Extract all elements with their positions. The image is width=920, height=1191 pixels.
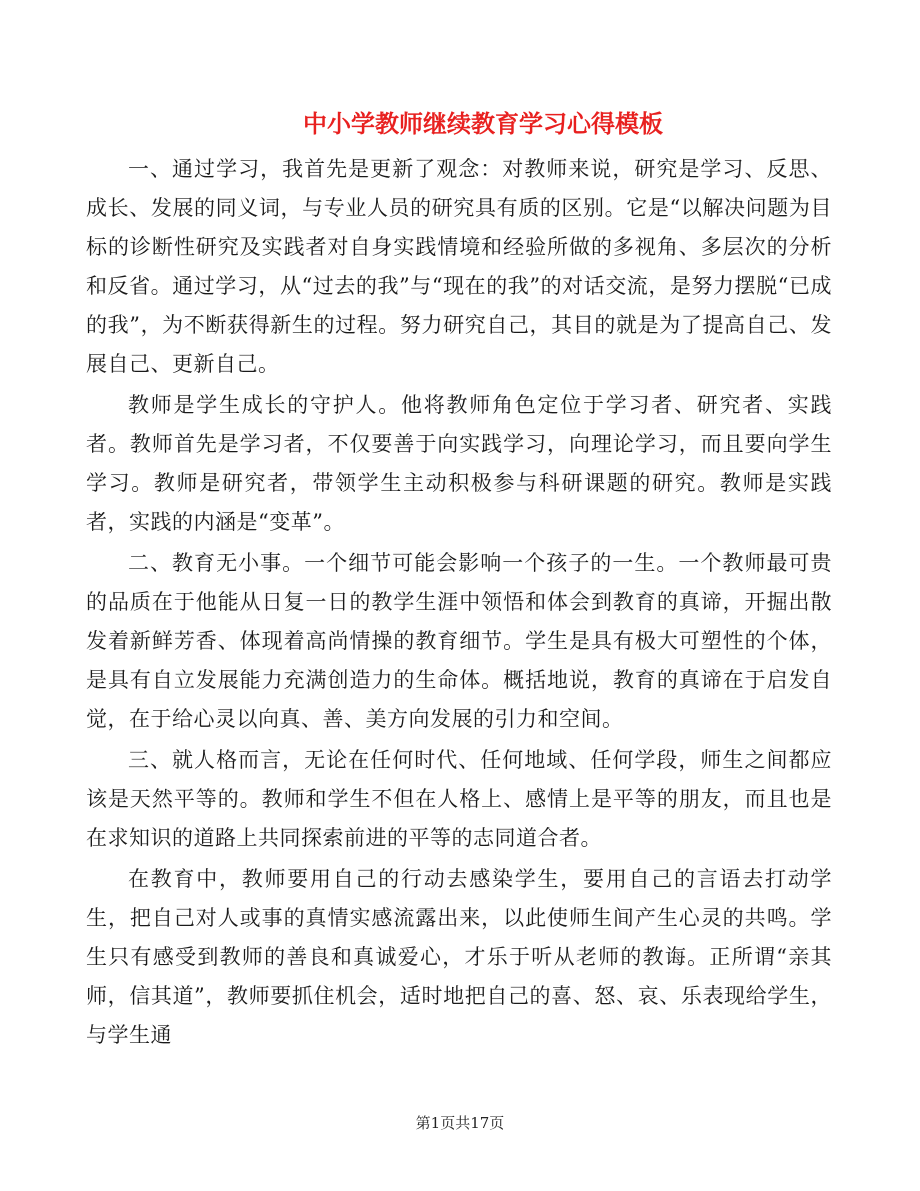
paragraph-5: 在教育中，教师要用自己的行动去感染学生，要用自己的言语去打动学生，把自己对人或事的真情实感流露出来，以此使师生间产生心灵的共鸣。学生只有感受到教师的善良和真诚爱心，才乐于听从老师的教诲。正所谓“亲其师，信其道”，教师要抓住机会，适时地把自己的喜、怒、哀、乐表现给学生，与学生通	[86, 867, 832, 1047]
paragraph-4: 三、就人格而言，无论在任何时代、任何地域、任何学段，师生之间都应该是天然平等的。教师和学生不但在人格上、感情上是平等的朋友，而且也是在求知识的道路上共同探索前进的平等的志同道合者。	[86, 748, 832, 850]
document-body	[86, 150, 832, 1057]
paragraph-3: 二、教育无小事。一个细节可能会影响一个孩子的一生。一个教师最可贵的品质在于他能从日复一日的教学生涯中领悟和体会到教育的真谛，开掘出散发着新鲜芳香、体现着高尚情操的教育细节。学生是具有极大可塑性的个体，是具有自立发展能力充满创造力的生命体。概括地说，教育的真谛在于启发自觉，在于给心灵以向真、善、美方向发展的引力和空间。	[86, 551, 832, 731]
paragraph-1: 一、通过学习，我首先是更新了观念：对教师来说，研究是学习、反思、成长、发展的同义词，与专业人员的研究具有质的区别。它是“以解决问题为目标的诊断性研究及实践者对自身实践情境和经验所做的多视角、多层次的分析和反省。通过学习，从“过去的我”与“现在的我”的对话交流，是努力摆脱“已成的我”，为不断获得新生的过程。努力研究自己，其目的就是为了提高自己、发展自己、更新自己。	[86, 157, 832, 376]
page-number-footer: 第1页共17页	[415, 1114, 505, 1132]
document-title: 中小学教师继续教育学习心得模板	[303, 110, 663, 138]
paragraph-2: 教师是学生成长的守护人。他将教师角色定位于学习者、研究者、实践者。教师首先是学习者，不仅要善于向实践学习，向理论学习，而且要向学生学习。教师是研究者，带领学生主动积极参与科研课题的研究。教师是实践者，实践的内涵是“变革”。	[86, 393, 832, 534]
